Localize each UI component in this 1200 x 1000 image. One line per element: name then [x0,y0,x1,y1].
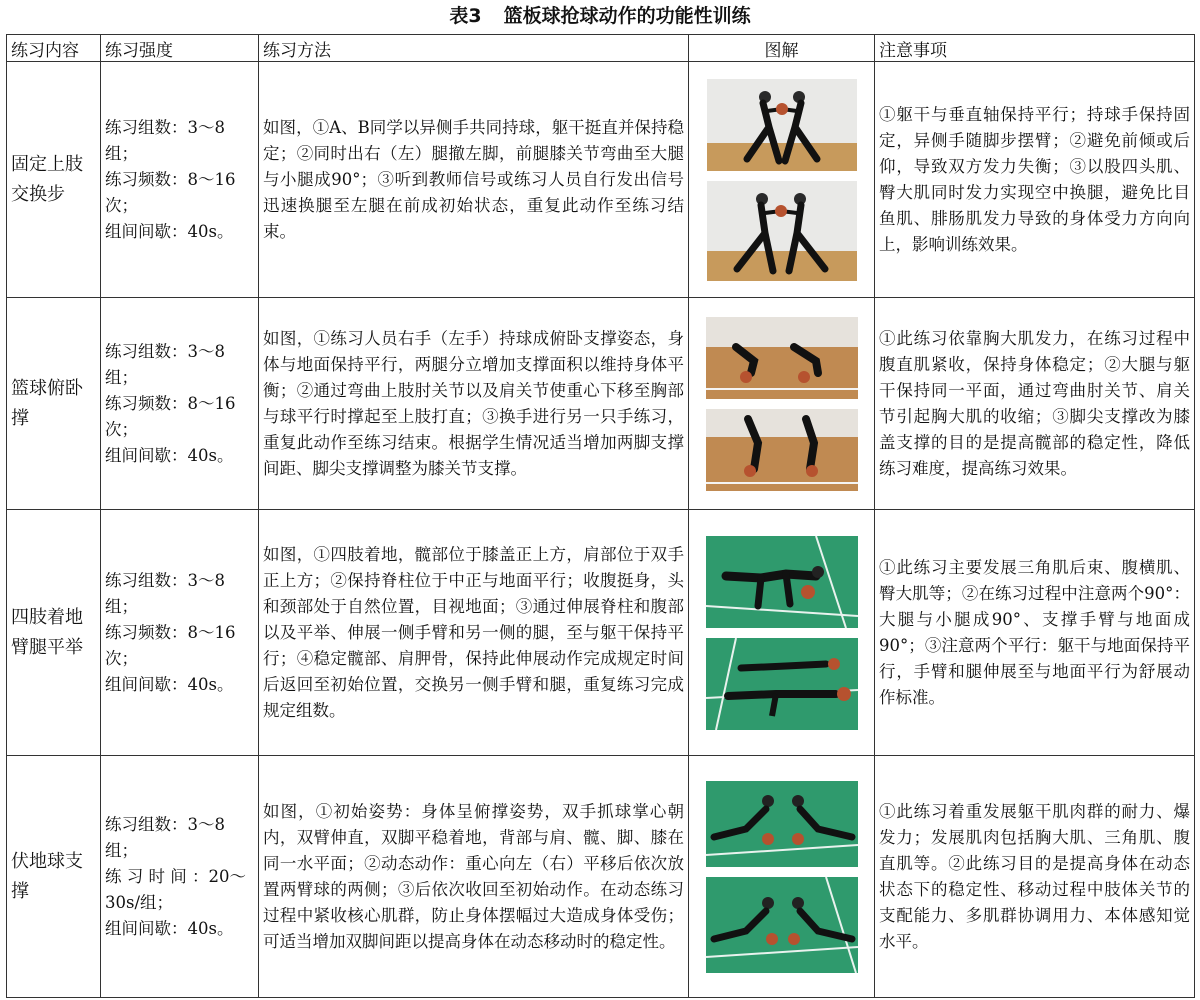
exercise-method: 如图，①A、B同学以异侧手共同持球，躯干挺直并保持稳定；②同时出右（左）腿撤左脚，前腿膝关节弯曲至大腿与小腿成90°；③听到教师信号或练习人员自行发出信号迅速换腿至左腿在前成初始状态，重复此动作至练习结束。 [259,62,689,298]
exercise-intensity: 练习组数：3～8组； 练 习 时 间 ：20～30s/组； 组间间歇：40s。 [101,756,259,998]
exercise-notes: ①此练习着重发展躯干肌肉群的耐力、爆发力；发展肌肉包括胸大肌、三角肌、腹直肌等。②此练习目的是提高身体在动态状态下的稳定性、移动过程中肢体关节的支配能力、多肌群协调用力、本体感知觉水平。 [875,756,1195,998]
header-intensity: 练习强度 [101,35,259,62]
header-content: 练习内容 [7,35,101,62]
quadruped-extend-photo [706,638,858,730]
training-table [6,34,1195,998]
pushup-low-photo [706,317,858,399]
diagram-cell [689,510,875,756]
exercise-intensity: 练习组数：3～8组； 练习频数：8～16次； 组间间歇：40s。 [101,62,259,298]
exercise-notes: ①此练习主要发展三角肌后束、腹横肌、臀大肌等；②在练习过程中注意两个90°：大腿与小腿成90°、支撑手臂与地面成90°；③注意两个平行：躯干与地面保持平行，手臂和腿伸展至与地面平行为舒展动作标准。 [875,510,1195,756]
table-row [7,62,1195,298]
exercise-name: 伏地球支撑 [7,756,101,998]
table-caption [0,0,1200,34]
partner-switch-photo [707,181,857,281]
header-diagram: 图解 [689,35,875,62]
header-notes: 注意事项 [875,35,1195,62]
exercise-method: 如图，①初始姿势：身体呈俯撑姿势，双手抓球掌心朝内，双臂伸直，双脚平稳着地，背部与肩、髋、脚、膝在同一水平面；②动态动作：重心向左（右）平移后依次放置两臂球的两侧；③后依次收回至初始动作。在动态练习过程中紧收核心肌群，防止身体摆幅过大造成身体受伤；可适当增加双脚间距以提高身体在动态移动时的稳定性。 [259,756,689,998]
quadruped-start-photo [706,536,858,628]
exercise-method: 如图，①四肢着地，髋部位于膝盖正上方，肩部位于双手正上方；②保持脊柱位于中正与地面平行；收腹挺身，头和颈部处于自然位置，目视地面；③通过伸展脊柱和腹部以及平举、伸展一侧手臂和另一侧的腿，至与躯干保持平行；④稳定髋部、肩胛骨，保持此伸展动作完成规定时间后返回至初始位置，交换另一侧手臂和腿，重复练习完成规定组数。 [259,510,689,756]
diagram-cell [689,62,875,298]
exercise-notes: ①躯干与垂直轴保持平行；持球手保持固定，异侧手随脚步摆臂；②避免前倾或后仰，导致双方发力失衡；③以股四头肌、臀大肌同时发力实现空中换腿，避免比目鱼肌、腓肠肌发力导致的身体受力方向向上，影响训练效果。 [875,62,1195,298]
ball-plank-move-photo [706,877,858,973]
exercise-notes: ①此练习依靠胸大肌发力，在练习过程中腹直肌紧收，保持身体稳定；②大腿与躯干保持同一平面，通过弯曲肘关节、肩关节引起胸大肌的收缩；③脚尖支撑改为膝盖支撑的目的是提高髋部的稳定性，降低练习难度，提高练习效果。 [875,298,1195,510]
diagram-cell [689,756,875,998]
exercise-method: 如图，①练习人员右手（左手）持球成俯卧支撑姿态，身体与地面保持平行，两腿分立增加支撑面积以维持身体平衡；②通过弯曲上肢肘关节以及肩关节使重心下移至胸部与球平行时撑起至上肢打直；③换手进行另一只手练习，重复此动作至练习结束。根据学生情况适当增加两脚支撑间距、脚尖支撑调整为膝关节支撑。 [259,298,689,510]
table-number: 表3 [449,5,482,27]
table-row [7,298,1195,510]
header-row [7,35,1195,62]
exercise-name: 四肢着地臂腿平举 [7,510,101,756]
exercise-name: 固定上肢交换步 [7,62,101,298]
exercise-intensity: 练习组数：3～8组； 练习频数：8～16次； 组间间歇：40s。 [101,510,259,756]
ball-plank-start-photo [706,781,858,867]
table-title: 篮板球抢球动作的功能性训练 [503,5,751,27]
diagram-cell [689,298,875,510]
exercise-name: 篮球俯卧撑 [7,298,101,510]
pushup-high-photo [706,409,858,491]
partner-stance-photo [707,79,857,171]
header-method: 练习方法 [259,35,689,62]
table-row [7,756,1195,998]
exercise-intensity: 练习组数：3～8组； 练习频数：8～16次； 组间间歇：40s。 [101,298,259,510]
table-row [7,510,1195,756]
